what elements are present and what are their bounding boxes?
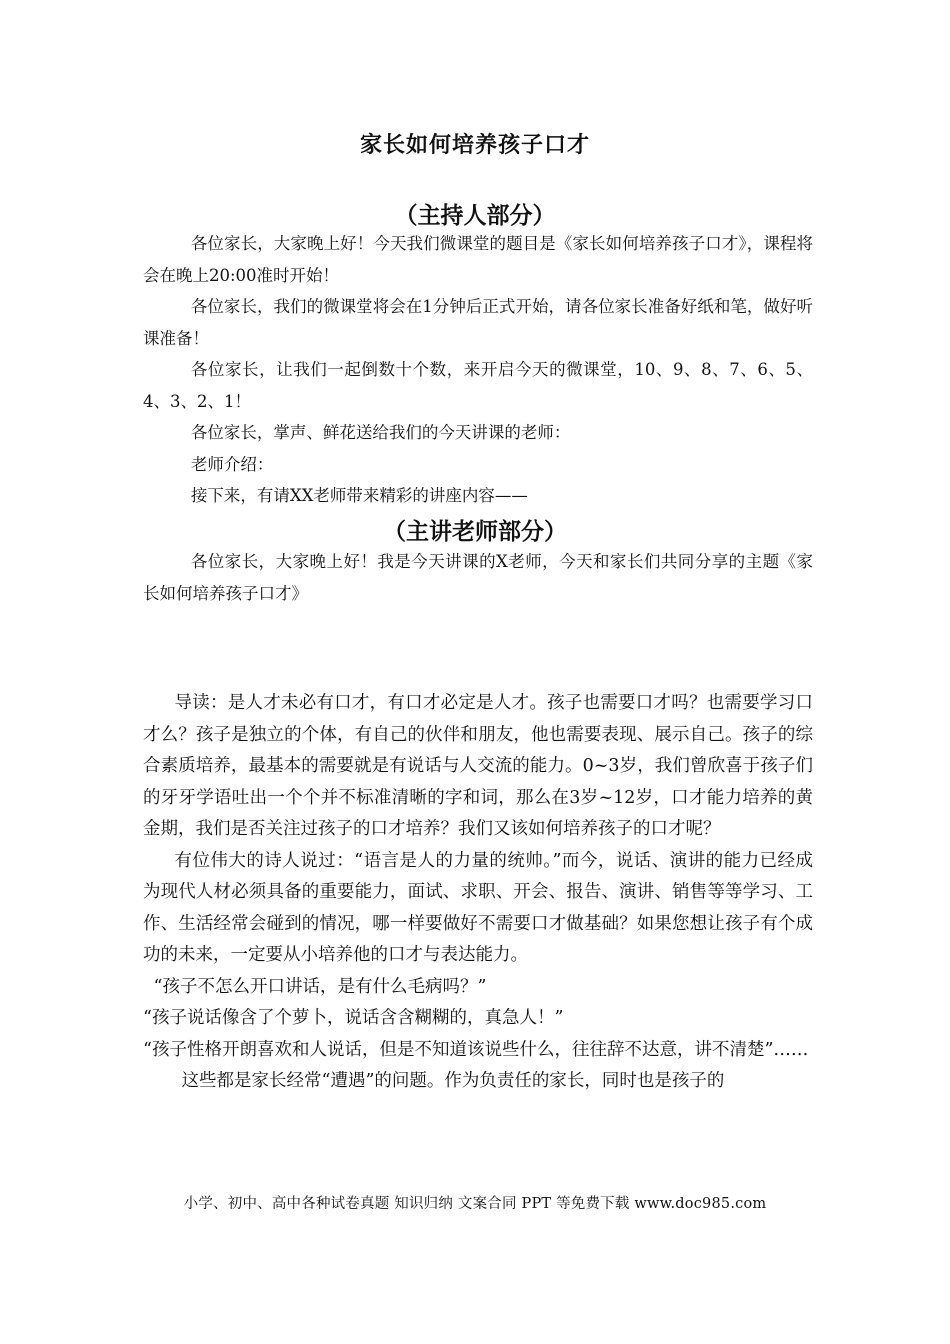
host-paragraph-greeting: 各位家长，大家晚上好！今天我们微课堂的题目是《家长如何培养孩子口才》，课程将会在晚上20:00准时开始！ xyxy=(143,234,813,285)
teacher-section-body xyxy=(143,546,813,609)
teacher-paragraph-greeting: 各位家长，大家晚上好！我是今天讲课的X老师，今天和家长们共同分享的主题《家长如何培养孩子口才》 xyxy=(143,552,813,603)
closing-paragraph: 这些都是家长经常“遭遇”的问题。作为负责任的家长，同时也是孩子的 xyxy=(181,1071,725,1091)
teacher-section-heading: （主讲老师部分） xyxy=(383,518,567,545)
host-section-heading: （主持人部分） xyxy=(394,202,556,229)
article-body xyxy=(143,688,813,1098)
poet-paragraph: 有位伟大的诗人说过：“语言是人的力量的统帅。”而今，说话、演讲的能力已经成为现代人材必须具备的重要能力，面试、求职、开会、报告、演讲、销售等等学习、工作、生活经常会碰到的情况，哪一样要做好不需要口才做基础？如果您想让孩子有个成功的未来，一定要从小培养他的口才与表达能力。 xyxy=(143,850,813,965)
quote-paragraph: “孩子性格开朗喜欢和人说话，但是不知道该说些什么，往往辞不达意，讲不清楚”…… xyxy=(143,1039,809,1060)
quote-paragraph: “孩子不怎么开口讲话，是有什么毛病吗？” xyxy=(153,976,487,997)
host-paragraph-countdown: 各位家长，让我们一起倒数十个数，来开启今天的微课堂，10、9、8、7、6、5、4、3、2、1！ xyxy=(143,360,813,411)
host-paragraph-invite: 接下来，有请XX老师带来精彩的讲座内容—— xyxy=(190,486,528,505)
host-paragraph-teacher-intro: 老师介绍： xyxy=(190,454,274,474)
host-section-body xyxy=(143,228,813,512)
page-footer: 小学、初中、高中各种试卷真题 知识归纳 文案合同 PPT 等免费下载 www.doc985.com xyxy=(183,1196,767,1212)
quote-paragraph: “孩子说话像含了个萝卜，说话含含糊糊的，真急人！” xyxy=(143,1008,564,1028)
intro-paragraph: 导读：是人才未必有口才，有口才必定是人才。孩子也需要口才吗？也需要学习口才么？孩子是独立的个体，有自己的伙伴和朋友，他也需要表现、展示自己。孩子的综合素质培养，最基本的需要就是有说话与人交流的能力。0~3岁，我们曾欣喜于孩子们的牙牙学语吐出一个个并不标准清晰的字和词，那么在3岁~12岁，口才能力培养的黄金期，我们是否关注过孩子的口才培养？我们又该如何培养孩子的口才呢？ xyxy=(143,693,813,839)
host-paragraph-applause: 各位家长，掌声、鲜花送给我们的今天讲课的老师： xyxy=(190,423,571,442)
document-title: 家长如何培养孩子口才 xyxy=(359,132,590,158)
host-paragraph-start-notice: 各位家长，我们的微课堂将会在1分钟后正式开始，请各位家长准备好纸和笔，做好听课准备！ xyxy=(143,297,813,348)
